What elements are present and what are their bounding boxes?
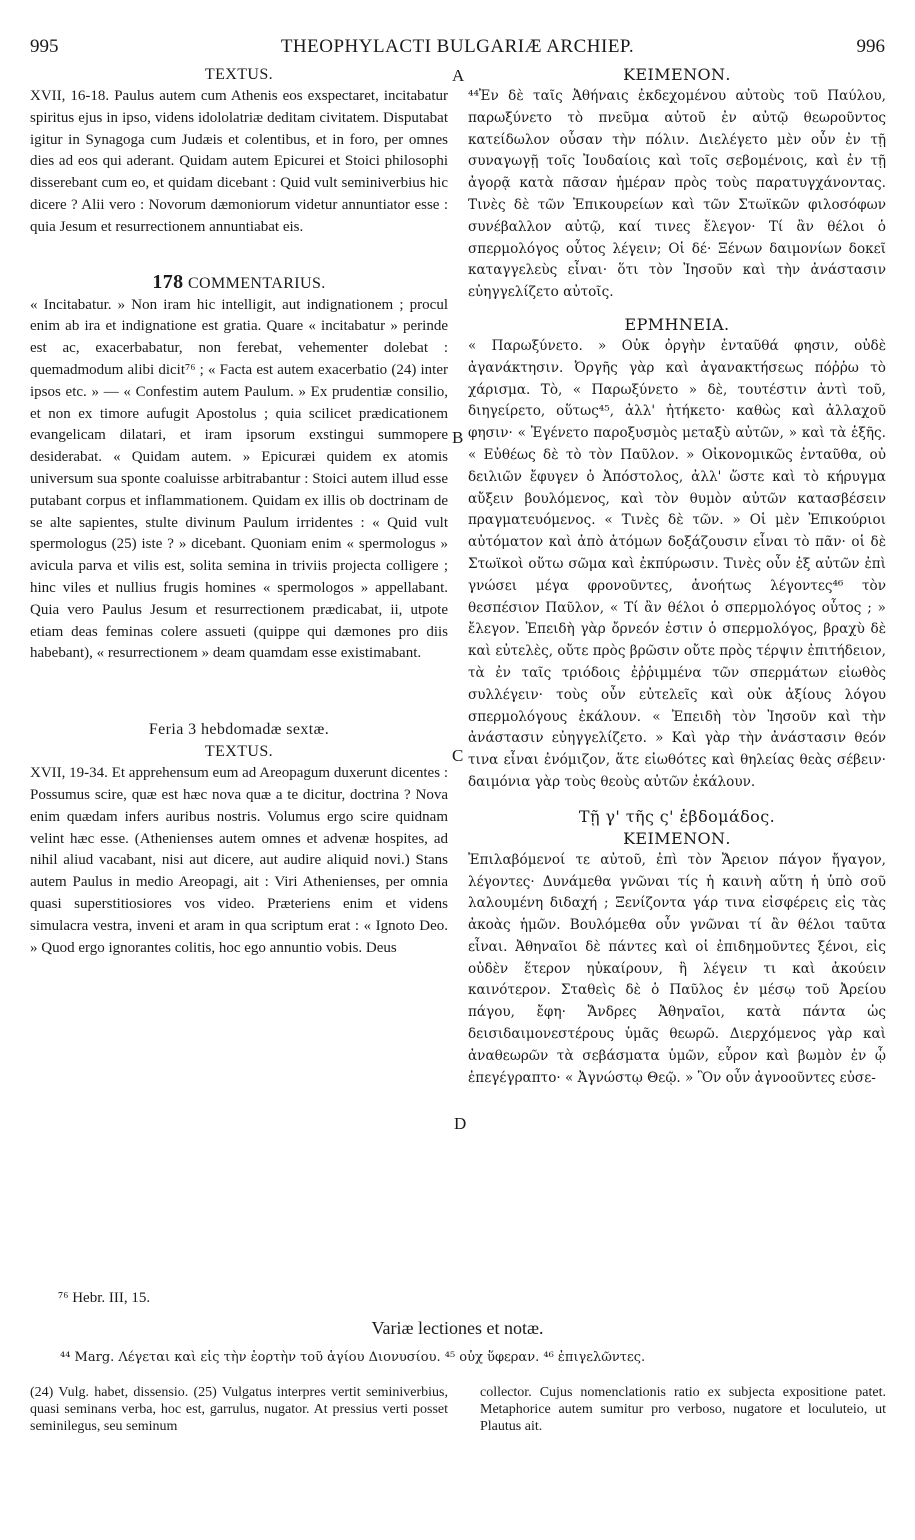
notes-left: (24) Vulg. habet, dissensio. (25) Vulgatus interpres vertit seminiverbius, quasi seminans verba, hoc est, garrulus, nugator. At pressius verti posset seminilegus, seu seminum xyxy=(30,1385,448,1434)
keimenon-body-2: Ἐπιλαβόμενοί τε αὐτοῦ, ἐπὶ τὸν Ἄρειον πάγον ἤγαγον, λέγοντες· Δυνάμεθα γνῶναι τίς ἡ καινὴ αὕτη ἡ ὑπὸ σοῦ λαλουμένη διδαχή ; Ξενίζοντα γάρ τινα εἰσφέρεις εἰς τὰς ἀκοὰς ἡμῶν. Βουλόμεθα οὖν γνῶναι τί ἂν θέλοι ταῦτα εἶναι. Ἀθηναῖοι δὲ πάντες καὶ οἱ ἐπιδημοῦντες ξένοι, εἰς οὐδὲν ἕτερον ηὐκαίρουν, ἢ λέγειν τι καὶ ἀκούειν καινότερον. Σταθεὶς δὲ ὁ Παῦλος ἐν μέσῳ τοῦ Ἀρείου πάγου, ἔφη· Ἄνδρες Ἀθηναῖοι, κατὰ πάντα ὡς δεισιδαιμονεστέρους ὑμᾶς θεωρῶ. Διερχόμενος γὰρ καὶ ἀναθεωρῶν τὰ σεβάσματα ὑμῶν, εὗρον καὶ βωμὸν ἐν ᾧ ἐπεγέγραπτο· « Ἀγνώστῳ Θεῷ. » Ὃν οὖν ἀγνοοῦντες εὐσε- xyxy=(468,851,886,1086)
greek-column xyxy=(468,64,886,1089)
latin-column xyxy=(30,64,448,959)
hermeneia-heading: ΕΡΜΗΝΕΙΑ. xyxy=(624,314,730,334)
page-number-left: 995 xyxy=(30,36,59,57)
textus-body-2: XVII, 19-34. Et apprehensum eum ad Areopagum duxerunt dicentes : Possumus scire, quæ est hæc nova quæ a te dicitur, doctrina ? Nova enim quædam infers auribus nostris. Volumus ergo scire quidnam velint hæc esse. (Athenienses autem omnes et advenæ hospites, ad nihil aliud vacabant, nisi aut dicere, aut audire aliquid novi.) Stans autem Paulus in medio Areopagi, ait : Viri Athenienses, per omnia quasi superstitiosiores vos video. Præteriens enim et videns simulacra vestra, inveni et aram in qua scriptum erat : « Ignoto Deo. » Quod ergo ignorantes colitis, hoc ego annuntio vobis. Deus xyxy=(30,765,448,956)
hermeneia-body: « Παρωξύνετο. » Οὐκ ὀργὴν ἐνταῦθά φησιν, οὐδὲ ἀγανάκτησιν. Ὀργῆς γὰρ καὶ ἀγανακτήσεως πόῤῥω τὸ χάρισμα. Τὸ, « Παρωξύνετο » δὲ, τουτέστιν ἀντὶ τοῦ, διηγείρετο, οὕτως⁴⁵, ἀλλ' ἠτήκετο· καθὼς καὶ ἀλλαχοῦ φησιν· « Ἐγένετο παροξυσμὸς μεταξὺ αὐτῶν, » καὶ τὰ ἑξῆς. « Εὐθέως δὲ τὸ τὸν Παῦλον. » Οἰκονομικῶς ἐνταῦθα, οὐ δειλιῶν ἔφυγεν ὁ Ἀπόστολος, ἀλλ' ὥστε καὶ τὸ κήρυγμα αὔξειν βουλόμενος, καὶ τὸν θυμὸν αὐτῶν κατασβέσειν πραγματευόμενος. « Τινὲς δὲ τῶν. » Οἱ μὲν Ἐπικούριοι αὐτόματον καὶ ἀπὸ ἀτόμων δοξάζουσιν εἶναι τὸ πᾶν· οἱ δὲ Στωϊκοὶ οὕτω σῶμα καὶ ἐκπύρωσιν. Τινὲς οὖν ἐξ αὐτῶν ἐπὶ γνώσει μέγα φρονοῦντες, ἀνοήτως λέγοντες⁴⁶ τὸν θεσπέσιον Παῦλον, « Τί ἂν θέλοι ὁ σπερμολόγος οὗτος ; » ἔλεγον. Ἐπειδὴ γὰρ ὄρνεόν ἐστιν ὁ σπερμολόγος, βραχὺ δὲ καὶ εὐτελὲς, οὔτε πρὸς βρῶσιν οὔτε πρὸς τέρψιν ἐπιτήδειον, τὰ ἐν ταῖς τριόδοις ἐῤῥιμμένα τῶν σπερμάτων εἰωθὸς συλλέγειν· τοὺς οὖν εὐτελεῖς καὶ οὐκ ἀξίους λόγου σπερμολόγους ἐκάλουν. « Ἐπειδὴ τὸν Ἰησοῦν καὶ τὴν ἀνάστασιν εὐηγγελίζετο. » Καὶ γὰρ τὴν ἀνάστασιν θεόν τινα εἶναι ἐνόμιζον, ἅτε εἰωθότες καὶ θηλείας θεὰς σέβειν· δαιμόνια γὰρ τοὺς θεοὺς αὐτῶν ἐκάλουν. xyxy=(468,337,886,790)
keimenon-heading-2: ΚΕΙΜΕΝΟΝ. xyxy=(623,828,731,848)
page-number-right: 996 xyxy=(856,36,885,57)
margin-marker-b: B xyxy=(452,428,464,447)
margin-marker-a: A xyxy=(452,66,465,85)
keimenon-body: ⁴⁴Ἐν δὲ ταῖς Ἀθήναις ἐκδεχομένου αὐτοὺς τοῦ Παύλου, παρωξύνετο τὸ πνεῦμα αὐτοῦ ἐν αὐτῷ θεωροῦντος κατείδωλον οὖσαν τὴν πόλιν. Διελέγετο μὲν οὖν ἐν τῇ συναγωγῇ τοῖς Ἰουδαίοις καὶ τοῖς σεβομένοις, καὶ ἐν τῇ ἀγορᾷ κατὰ πᾶσαν ἡμέραν πρὸς τοὺς παρατυγχάνοντας. Τινὲς δὲ τῶν Ἐπικουρείων καὶ τῶν Στωϊκῶν φιλοσόφων συνέβαλλον αὐτῷ, καί τινες ἔλεγον· Τί ἂν θέλοι ὁ σπερμολόγος οὗτος λέγειν; Οἱ δέ· Ξένων δαιμονίων δοκεῖ καταγγελεὺς εἶναι· ὅτι τὸν Ἰησοῦν καὶ τὴν ἀνάστασιν εὐηγγελίζετο αὐτοῖς. xyxy=(468,88,886,301)
variae-lectiones-title: Variæ lectiones et notæ. xyxy=(371,1318,544,1338)
commentarius-body: « Incitabatur. » Non iram hic intelligit, aut indignationem ; procul enim ab ira et indignatione est gratia. Quare « incitabatur » perinde est ac, exacerbabatur, non ferebat, vehementer dolebat : quemadmodum alibi dicit⁷⁶ ; « Facta est autem exacerbatio (24) inter ipsos etc. » — « Confestim autem Paulum. » Ex prudentiæ consilio, et non ex timore aufugit Apostolus ; quia scilicet prædicationem evangelicam dilatari, et iram ipsorum exstingui summopere desiderabat. « Quidam autem. » Epicuræi quidem ex atomis universum sua sponte coaluisse arbitrabantur : Stoici autem illud esse putabant corpus et inflammationem. Quidam ex illis ob doctrinam de se alte sapientes, stulte divinum Paulum irridentes : « Quid vult spermologus (25) iste ? » dicebant. Quoniam enim « spermologus » avicula parva et vilis est, solita semina in triviis projecta colligere ; hinc viles et nullius frugis homines « spermologos » appellabant. Quia vero Paulus Jesum et resurrectionem prædicabat, ii, utpote etiam deas feminas colere assueti (quippe qui dæmones pro diis habebant), « resurrectionem » deam quamdam esse existimabant. xyxy=(30,296,448,662)
margin-marker-d: D xyxy=(454,1114,467,1133)
variae-lectiones-notes: ⁴⁴ Marg. Λέγεται καὶ εἰς τὴν ἑορτὴν τοῦ ἁγίου Διονυσίου. ⁴⁵ οὐχ ὕφεραν. ⁴⁶ ἐπιγελῶντες. xyxy=(60,1350,646,1365)
keimenon-heading: ΚΕΙΜΕΝΟΝ. xyxy=(623,65,731,84)
commentarius-heading-line xyxy=(30,271,448,295)
textus-body: XVII, 16-18. Paulus autem cum Athenis eos exspectaret, incitabatur spiritus ejus in ipso, videns idololatriæ deditam civitatem. Disputabat igitur in Synagoga cum Judæis et colentibus, et in foro, per omnes dies ad eos qui aderant. Quidam autem Epicurei et Stoici philosophi disserebant cum eo, et quidam dicebant : Quid vult seminiverbius hic dicere ? Alii vero : Novorum dæmoniorum videtur annuntiator esse : quia Jesum et resurrectionem annuntiabat eis. xyxy=(30,88,448,235)
notes-right: collector. Cujus nomenclationis ratio ex subjecta expositione patet. Metaphorice autem sumitur pro verboso, nugatore et loculuteio, ut Plautus ait. xyxy=(480,1385,886,1434)
running-title: THEOPHYLACTI BULGARIÆ ARCHIEP. xyxy=(280,36,635,57)
textus-heading-2: TEXTUS. xyxy=(204,743,274,761)
margin-marker-c: C xyxy=(452,746,464,765)
feria-heading: Feria 3 hebdomadæ sextæ. xyxy=(148,721,330,739)
commentarius-heading: COMMENTARIUS. xyxy=(187,274,326,292)
footnote: ⁷⁶ Hebr. III, 15. xyxy=(58,1290,151,1306)
running-head xyxy=(30,36,885,58)
greek-feria-heading: Τῇ γ' τῆς ς' ἑβδομάδος. xyxy=(578,806,776,826)
textus-heading: TEXTUS. xyxy=(204,66,274,83)
section-number: 178 xyxy=(152,270,184,293)
